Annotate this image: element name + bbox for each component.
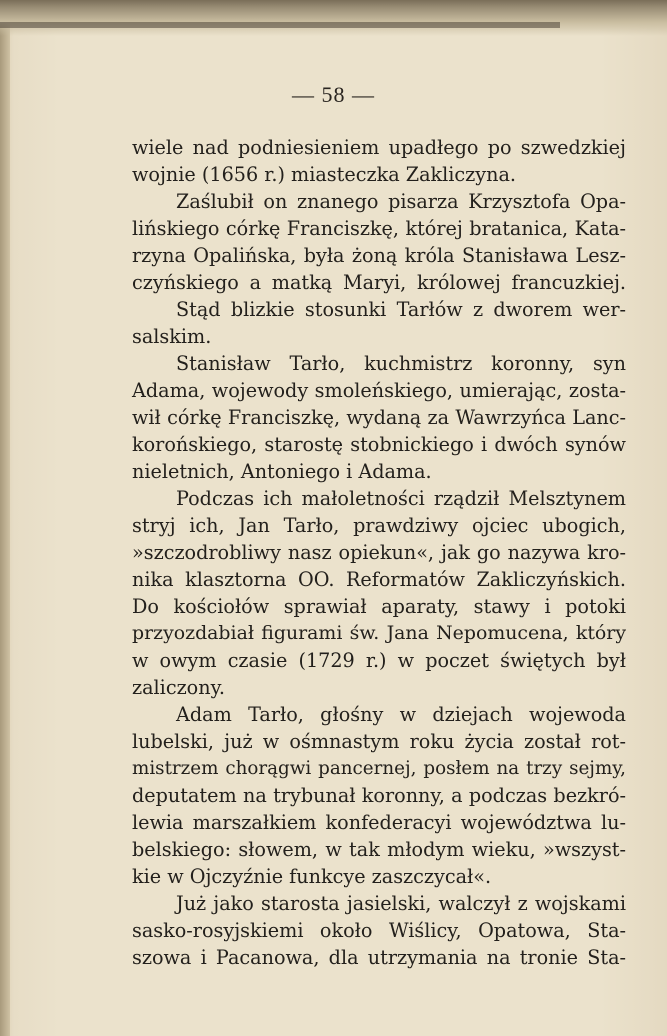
text-line: lubelski, już w ośmnastym roku życia został rot- [132,730,626,753]
text-line: lińskiego córkę Franciszkę, której bratanica, Kata- [132,217,626,240]
text-line: deputatem na trybunał koronny, a podczas bezkró- [132,784,626,807]
text-line: belskiego: słowem, w tak młodym wieku, »wszyst- [132,838,626,861]
text-line: czyńskiego a matką Maryi, królowej francuzkiej. [132,271,626,294]
page-binding-edge [0,0,10,1036]
page-top-edge [0,0,667,36]
text-line: zaliczony. [132,676,225,699]
text-line: salskim. [132,325,212,348]
text-line: mistrzem chorągwi pancernej, posłem na trzy sejmy, [132,758,626,779]
text-line: rzyna Opalińska, była żoną króla Stanisława Lesz- [132,244,626,267]
text-line: wiele nad podniesieniem upadłego po szwedzkiej [132,136,626,159]
text-line: »szczodrobliwy nasz opiekun«, jak go nazywa kro- [132,541,626,564]
text-line: Zaślubił on znanego pisarza Krzysztofa Opa- [176,190,626,213]
text-line: Stąd blizkie stosunki Tarłów z dworem wer- [176,298,626,321]
page-number: — 58 — [292,82,375,107]
text-line: Do kościołów sprawiał aparaty, stawy i potoki [132,595,626,618]
text-line: w owym czasie (1729 r.) w poczet świętych był [132,649,626,672]
text-line: nika klasztorna OO. Reformatów Zakliczyńskich. [132,568,626,591]
text-line: przyozdabiał figurami św. Jana Nepomucena, który [132,622,626,644]
text-line: Adama, wojewody smoleńskiego, umierając, zosta- [132,379,626,402]
text-line: lewia marszałkiem konfederacyi województwa lu- [132,811,626,834]
text-line: szowa i Pacanowa, dla utrzymania na tronie Sta- [132,946,626,969]
text-line: Już jako starosta jasielski, walczył z wojskami [176,892,626,915]
page-top-band [0,22,560,28]
body-text [132,134,626,971]
text-line: sasko-rosyjskiemi około Wiślicy, Opatowa, Sta- [132,919,626,942]
text-line: Podczas ich małoletności rządził Melsztynem [176,487,626,510]
text-line: nieletnich, Antoniego i Adama. [132,460,432,483]
text-line: korońskiego, starostę stobnickiego i dwóch synów [132,433,626,456]
text-line: wojnie (1656 r.) miasteczka Zakliczyna. [132,163,517,186]
text-line: kie w Ojczyźnie funkcye zaszczycał«. [132,865,492,888]
text-line: stryj ich, Jan Tarło, prawdziwy ojciec ubogich, [132,514,626,537]
text-line: Adam Tarło, głośny w dziejach wojewoda [176,703,626,726]
text-line: Stanisław Tarło, kuchmistrz koronny, syn [176,352,626,375]
text-line: wił córkę Franciszkę, wydaną za Wawrzyńca Lanc- [132,406,626,429]
